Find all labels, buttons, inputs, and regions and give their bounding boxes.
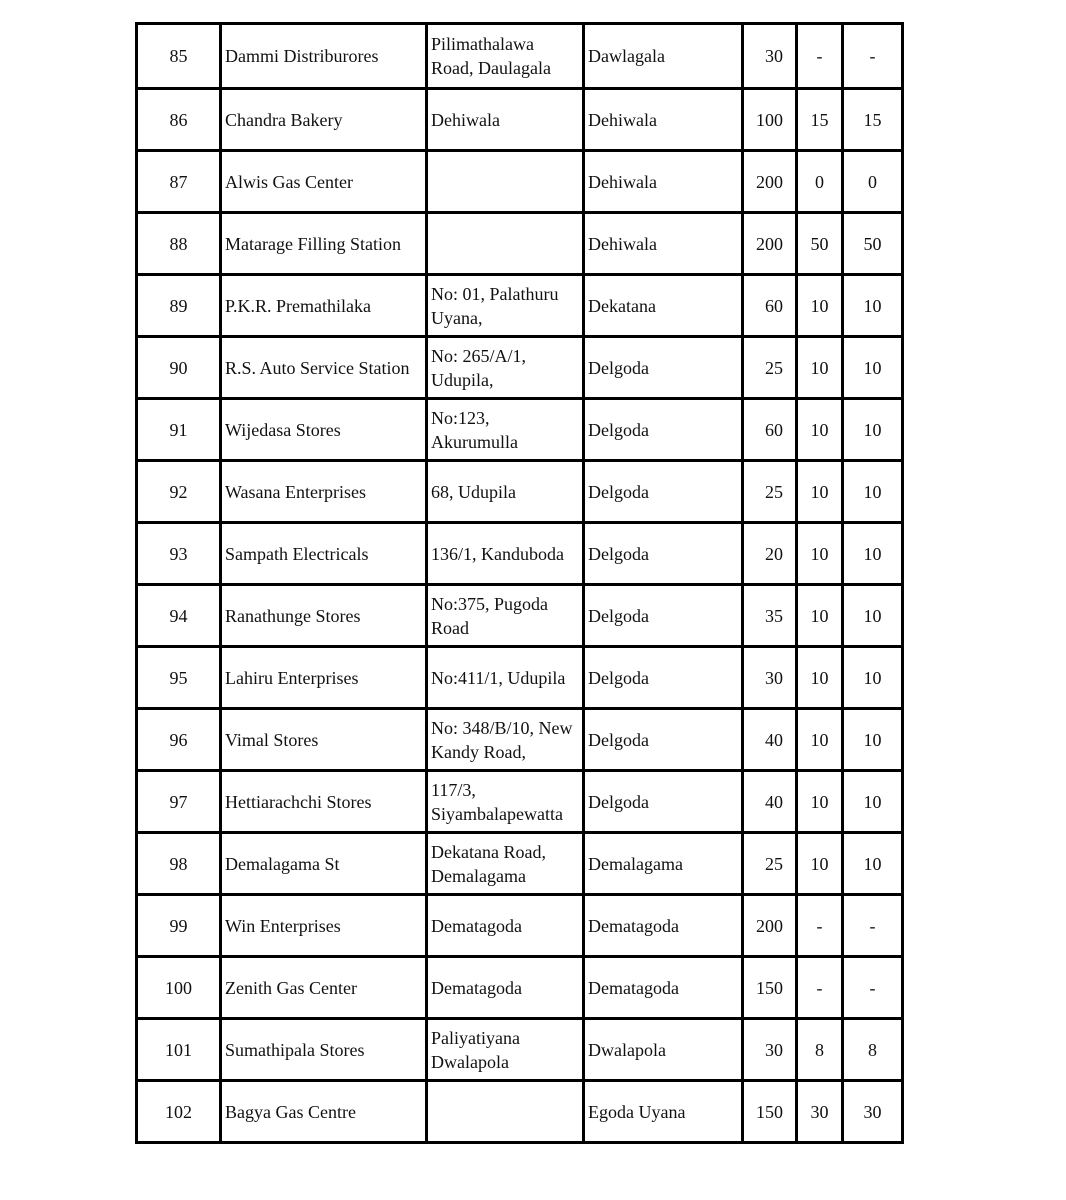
cell-value-b: - [843, 895, 903, 957]
cell-address: Dematagoda [427, 957, 584, 1019]
cell-quantity: 25 [743, 461, 797, 523]
table-row [137, 895, 903, 957]
table-row [137, 833, 903, 895]
cell-dealer-name: Demalagama St [221, 833, 427, 895]
cell-town: Demalagama [584, 833, 743, 895]
cell-town: Delgoda [584, 647, 743, 709]
cell-dealer-name: Win Enterprises [221, 895, 427, 957]
cell-value-a: 50 [797, 213, 843, 275]
cell-value-b: - [843, 957, 903, 1019]
cell-dealer-name: Wasana Enterprises [221, 461, 427, 523]
cell-value-a: 10 [797, 461, 843, 523]
table-row [137, 647, 903, 709]
cell-town: Egoda Uyana [584, 1081, 743, 1143]
cell-quantity: 200 [743, 213, 797, 275]
cell-value-b: 10 [843, 399, 903, 461]
cell-address: No:123, Akurumulla [427, 399, 584, 461]
cell-value-b: 10 [843, 275, 903, 337]
cell-number: 87 [137, 151, 221, 213]
cell-dealer-name: Alwis Gas Center [221, 151, 427, 213]
cell-quantity: 150 [743, 1081, 797, 1143]
cell-town: Delgoda [584, 585, 743, 647]
cell-value-a: 10 [797, 399, 843, 461]
cell-town: Delgoda [584, 771, 743, 833]
cell-town: Dehiwala [584, 213, 743, 275]
cell-quantity: 25 [743, 337, 797, 399]
cell-number: 88 [137, 213, 221, 275]
cell-number: 101 [137, 1019, 221, 1081]
table-row [137, 151, 903, 213]
cell-value-a: 10 [797, 585, 843, 647]
cell-dealer-name: Chandra Bakery [221, 89, 427, 151]
cell-dealer-name: Lahiru Enterprises [221, 647, 427, 709]
cell-dealer-name: P.K.R. Premathilaka [221, 275, 427, 337]
cell-value-a: 10 [797, 647, 843, 709]
cell-value-b: 8 [843, 1019, 903, 1081]
dealer-table-container [135, 22, 901, 1144]
cell-dealer-name: Ranathunge Stores [221, 585, 427, 647]
table-row [137, 1019, 903, 1081]
cell-town: Dehiwala [584, 151, 743, 213]
cell-value-b: 10 [843, 647, 903, 709]
cell-address: No:375, Pugoda Road [427, 585, 584, 647]
table-row [137, 585, 903, 647]
cell-value-a: 10 [797, 771, 843, 833]
cell-quantity: 30 [743, 647, 797, 709]
cell-town: Delgoda [584, 399, 743, 461]
cell-quantity: 35 [743, 585, 797, 647]
cell-address [427, 213, 584, 275]
table-row [137, 957, 903, 1019]
cell-number: 102 [137, 1081, 221, 1143]
cell-quantity: 20 [743, 523, 797, 585]
cell-address: 68, Udupila [427, 461, 584, 523]
cell-address: Dekatana Road, Demalagama [427, 833, 584, 895]
cell-address: Dehiwala [427, 89, 584, 151]
cell-number: 95 [137, 647, 221, 709]
cell-value-a: 8 [797, 1019, 843, 1081]
cell-town: Delgoda [584, 523, 743, 585]
cell-number: 91 [137, 399, 221, 461]
cell-dealer-name: Dammi Distriburores [221, 24, 427, 89]
table-body [137, 24, 903, 1143]
table-row [137, 24, 903, 89]
cell-number: 93 [137, 523, 221, 585]
cell-town: Dematagoda [584, 957, 743, 1019]
cell-value-a: 10 [797, 337, 843, 399]
cell-value-b: 10 [843, 523, 903, 585]
cell-quantity: 200 [743, 151, 797, 213]
cell-quantity: 60 [743, 399, 797, 461]
table-row [137, 89, 903, 151]
cell-town: Delgoda [584, 337, 743, 399]
cell-value-a: - [797, 957, 843, 1019]
cell-town: Dehiwala [584, 89, 743, 151]
cell-dealer-name: Bagya Gas Centre [221, 1081, 427, 1143]
table-row [137, 337, 903, 399]
table-row [137, 771, 903, 833]
table-row [137, 213, 903, 275]
cell-town: Dekatana [584, 275, 743, 337]
cell-value-b: 50 [843, 213, 903, 275]
cell-number: 90 [137, 337, 221, 399]
cell-number: 97 [137, 771, 221, 833]
cell-address: Dematagoda [427, 895, 584, 957]
cell-value-a: 10 [797, 709, 843, 771]
cell-dealer-name: R.S. Auto Service Station [221, 337, 427, 399]
cell-address: Pilimathalawa Road, Daulagala [427, 24, 584, 89]
cell-value-a: 10 [797, 275, 843, 337]
cell-dealer-name: Vimal Stores [221, 709, 427, 771]
cell-number: 94 [137, 585, 221, 647]
cell-value-b: - [843, 24, 903, 89]
table-row [137, 523, 903, 585]
cell-number: 98 [137, 833, 221, 895]
cell-quantity: 25 [743, 833, 797, 895]
cell-quantity: 40 [743, 771, 797, 833]
cell-quantity: 100 [743, 89, 797, 151]
cell-value-b: 10 [843, 461, 903, 523]
table-row [137, 275, 903, 337]
cell-quantity: 60 [743, 275, 797, 337]
cell-value-a: 0 [797, 151, 843, 213]
cell-quantity: 150 [743, 957, 797, 1019]
cell-value-b: 0 [843, 151, 903, 213]
cell-town: Dwalapola [584, 1019, 743, 1081]
cell-dealer-name: Matarage Filling Station [221, 213, 427, 275]
cell-address [427, 1081, 584, 1143]
cell-value-a: 10 [797, 833, 843, 895]
cell-quantity: 30 [743, 24, 797, 89]
cell-number: 99 [137, 895, 221, 957]
cell-value-a: 10 [797, 523, 843, 585]
cell-dealer-name: Hettiarachchi Stores [221, 771, 427, 833]
cell-value-b: 10 [843, 337, 903, 399]
cell-address: 136/1, Kanduboda [427, 523, 584, 585]
cell-value-a: - [797, 24, 843, 89]
dealer-table [135, 22, 904, 1144]
cell-value-a: - [797, 895, 843, 957]
cell-value-b: 10 [843, 771, 903, 833]
table-row [137, 399, 903, 461]
cell-town: Delgoda [584, 709, 743, 771]
cell-number: 96 [137, 709, 221, 771]
cell-number: 89 [137, 275, 221, 337]
cell-quantity: 40 [743, 709, 797, 771]
cell-address: No:411/1, Udupila [427, 647, 584, 709]
cell-address: 117/3, Siyambalapewatta [427, 771, 584, 833]
cell-quantity: 30 [743, 1019, 797, 1081]
cell-town: Dematagoda [584, 895, 743, 957]
cell-value-b: 10 [843, 585, 903, 647]
cell-value-a: 15 [797, 89, 843, 151]
cell-number: 85 [137, 24, 221, 89]
cell-address: No: 348/B/10, New Kandy Road, [427, 709, 584, 771]
table-row [137, 709, 903, 771]
cell-value-a: 30 [797, 1081, 843, 1143]
cell-address: Paliyatiyana Dwalapola [427, 1019, 584, 1081]
cell-dealer-name: Sampath Electricals [221, 523, 427, 585]
cell-value-b: 30 [843, 1081, 903, 1143]
cell-town: Delgoda [584, 461, 743, 523]
cell-address [427, 151, 584, 213]
cell-address: No: 01, Palathuru Uyana, [427, 275, 584, 337]
cell-quantity: 200 [743, 895, 797, 957]
cell-town: Dawlagala [584, 24, 743, 89]
cell-number: 100 [137, 957, 221, 1019]
cell-dealer-name: Zenith Gas Center [221, 957, 427, 1019]
cell-number: 86 [137, 89, 221, 151]
cell-address: No: 265/A/1, Udupila, [427, 337, 584, 399]
cell-dealer-name: Sumathipala Stores [221, 1019, 427, 1081]
cell-value-b: 15 [843, 89, 903, 151]
table-row [137, 461, 903, 523]
cell-value-b: 10 [843, 709, 903, 771]
cell-number: 92 [137, 461, 221, 523]
table-row [137, 1081, 903, 1143]
cell-value-b: 10 [843, 833, 903, 895]
cell-dealer-name: Wijedasa Stores [221, 399, 427, 461]
